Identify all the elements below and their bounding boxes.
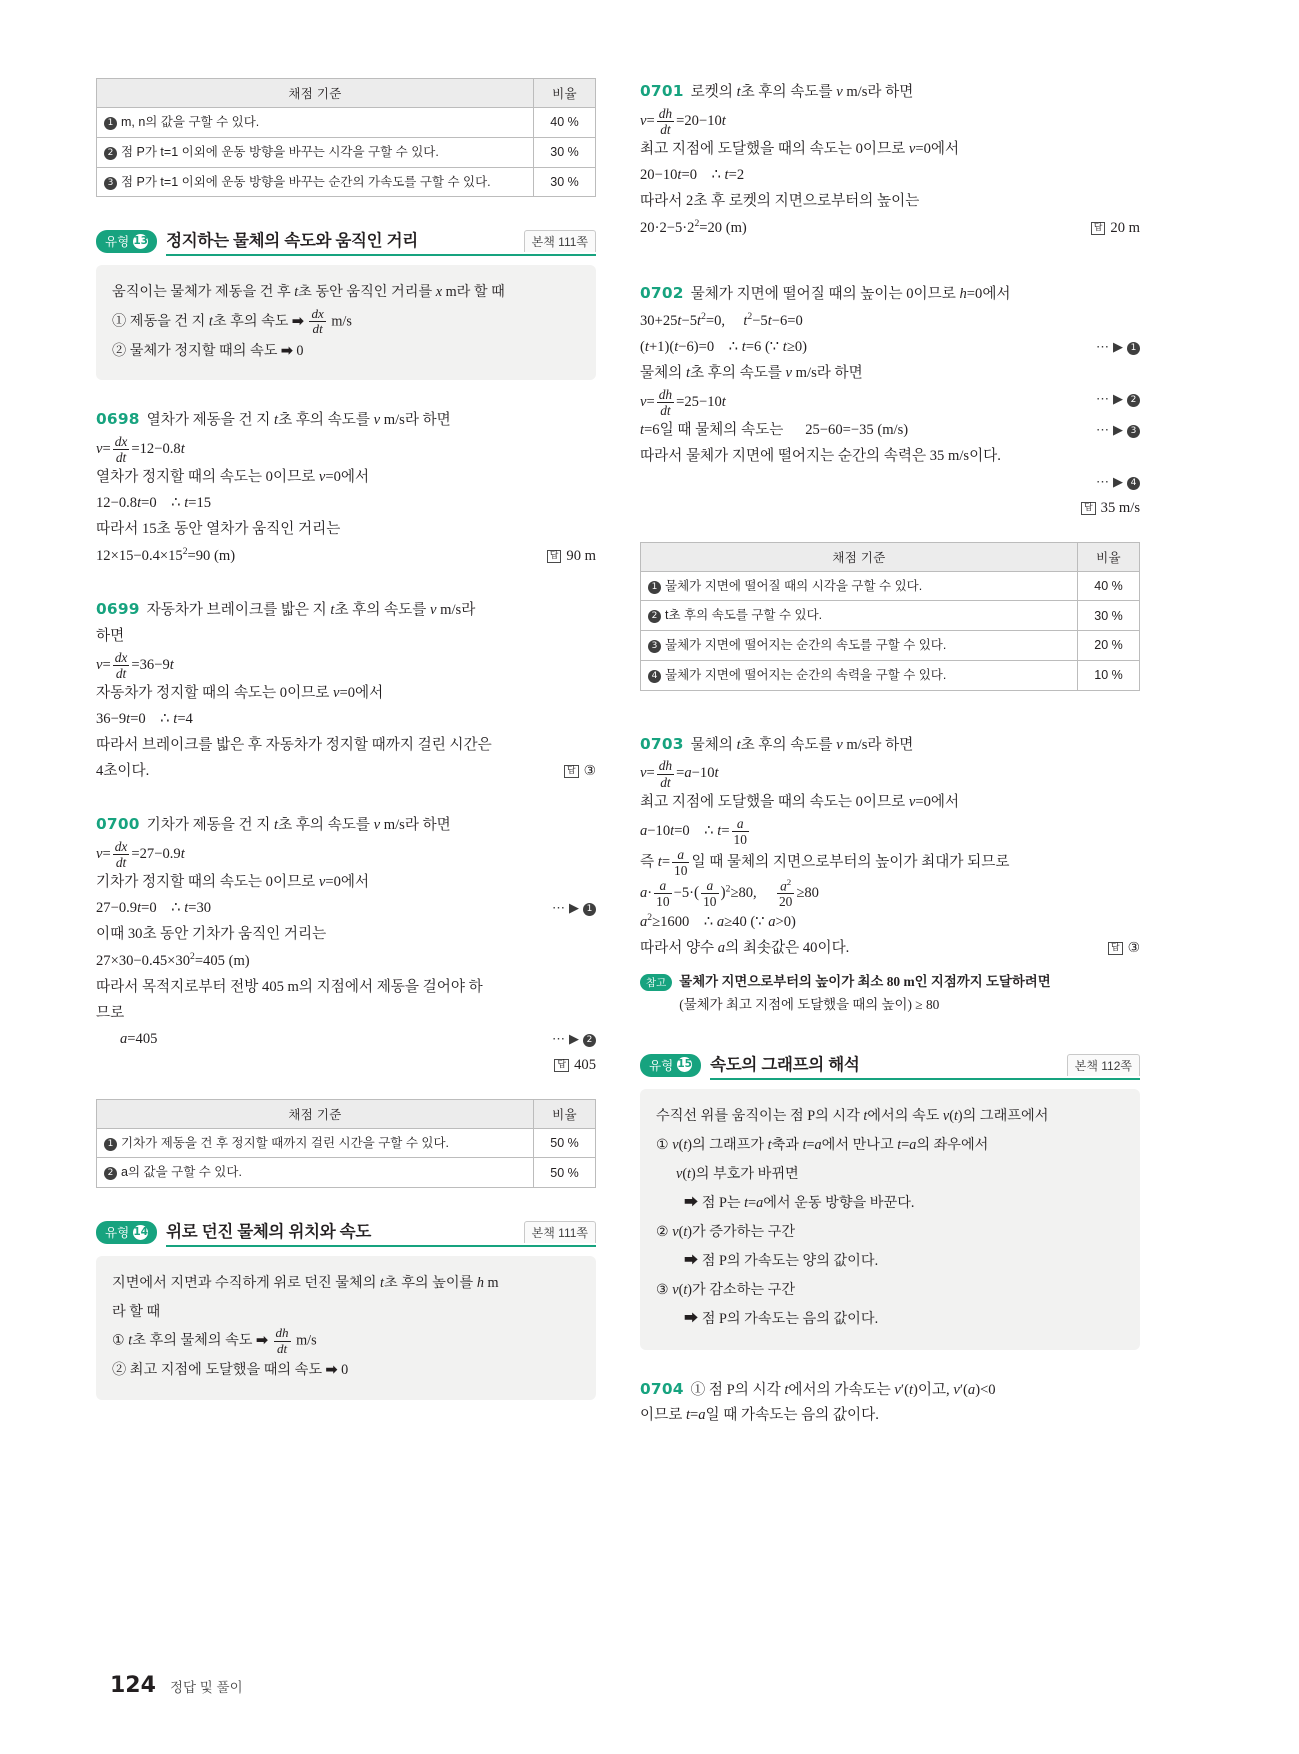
answer-box-icon: 답 bbox=[1108, 942, 1123, 955]
answer-value: 답 ③ bbox=[1108, 936, 1140, 962]
rubric-ratio: 30 % bbox=[1078, 601, 1140, 631]
solution-0701 bbox=[640, 78, 1140, 242]
note-line-1: 물체가 지면으로부터의 높이가 최소 80 m인 지점까지 도달하려면 bbox=[679, 974, 1051, 990]
solution-math-line: ⋯ ▶ 2 a=405 bbox=[96, 1027, 596, 1053]
step-number-icon: 2 bbox=[104, 147, 117, 160]
step-marker-2: ⋯ ▶ 2 bbox=[1096, 387, 1140, 410]
rubric-criterion: 1 m, n의 값을 구할 수 있다. bbox=[97, 108, 534, 138]
concept-item-1c: ➡ 점 P는 t=a에서 운동 방향을 바꾼다. bbox=[684, 1194, 915, 1211]
solution-math-line: ⋯ ▶ 1 27−0.9t=0 ∴ t=30 bbox=[96, 896, 596, 922]
rubric-criterion: 1 물체가 지면에 떨어질 때의 시각을 구할 수 있다. bbox=[641, 571, 1078, 601]
solution-number-line: 0704 ① 점 P의 시각 t에서의 가속도는 v′(t)이고, v′(a)<0 bbox=[640, 1379, 996, 1398]
solution-math-line: $27\times 30-0.45\times 30^2=405$ (m) bbox=[96, 950, 250, 969]
concept-box-14 bbox=[96, 1256, 596, 1399]
solution-math-line: v= $\frac{dx}{dt}$ =36−9t bbox=[96, 650, 174, 682]
problem-number: 0701 bbox=[640, 82, 684, 100]
solution-text-line: 따라서 브레이크를 밟은 후 자동차가 정지할 때까지 걸린 시간은 bbox=[96, 737, 492, 754]
solution-text-line: 이므로 t=a일 때 가속도는 음의 값이다. bbox=[640, 1407, 879, 1424]
solution-text-line: 4초이다. 답 ③ bbox=[96, 759, 596, 785]
rubric-ratio: 20 % bbox=[1078, 631, 1140, 661]
answer-box-icon: 답 bbox=[1081, 502, 1096, 515]
concept-item-3b: ➡ 점 P의 가속도는 음의 값이다. bbox=[684, 1311, 879, 1328]
answer-value: 답 ③ bbox=[564, 759, 596, 785]
solution-math-line: v= $\frac{dh}{dt}$ =20−10t bbox=[640, 105, 726, 138]
solution-number-line: 0698 열차가 제동을 건 지 t초 후의 속도를 v m/s라 하면 bbox=[96, 410, 451, 429]
type-badge-number: 13 bbox=[133, 234, 148, 247]
rubric-criterion: 2 점 P가 t=1 이외에 운동 방향을 바꾸는 시각을 구할 수 있다. bbox=[97, 137, 534, 167]
page-reference: 본책 111쪽 bbox=[524, 1221, 596, 1243]
solution-text-line: 열차가 정지할 때의 속도는 0이므로 v=0에서 bbox=[96, 469, 370, 486]
type-badge bbox=[640, 1054, 701, 1077]
rubric-table-top bbox=[96, 78, 596, 197]
step-number-icon: 2 bbox=[648, 610, 661, 623]
step-number-icon: 1 bbox=[648, 581, 661, 594]
table-row bbox=[641, 631, 1140, 661]
concept-item-2b: ➡ 점 P의 가속도는 양의 값이다. bbox=[684, 1253, 879, 1270]
rubric-header-criteria: 채점 기준 bbox=[641, 542, 1078, 571]
rubric-criterion: 2 t초 후의 속도를 구할 수 있다. bbox=[641, 601, 1078, 631]
solution-math-line: v= $\frac{dx}{dt}$ =12−0.8t bbox=[96, 434, 185, 466]
solution-math-line: 20−10t=0 ∴ t=2 bbox=[640, 167, 745, 184]
rubric-ratio: 50 % bbox=[534, 1128, 596, 1158]
step-number-icon: 1 bbox=[583, 903, 596, 916]
solution-text-line: 최고 지점에 도달했을 때의 속도는 0이므로 v=0에서 bbox=[640, 793, 960, 810]
section-heading-type-15 bbox=[640, 1051, 1140, 1080]
solution-math-line: ⋯ ▶ 2 v= $\frac{dh}{dt}$ =25−10t bbox=[640, 387, 1140, 418]
solution-text-line: 따라서 2초 후 로켓의 지면으로부터의 높이는 bbox=[640, 193, 920, 209]
note-line-2: (물체가 최고 지점에 도달했을 때의 높이) ≥ 80 bbox=[679, 996, 940, 1012]
solution-text-line: 이때 30초 동안 기차가 움직인 거리는 bbox=[96, 926, 327, 943]
solution-math-line: v= $\frac{dx}{dt}$ =27−0.9t bbox=[96, 838, 185, 871]
rubric-criterion: 2 a의 값을 구할 수 있다. bbox=[97, 1158, 534, 1188]
concept-item-1b: v(t)의 부호가 바뀌면 bbox=[676, 1165, 799, 1182]
answer-value: 답 20 m bbox=[1091, 216, 1140, 242]
table-row bbox=[97, 108, 596, 138]
rubric-criterion: 4 물체가 지면에 떨어지는 순간의 속력을 구할 수 있다. bbox=[641, 660, 1078, 690]
step-number-icon: 3 bbox=[648, 640, 661, 653]
table-row bbox=[641, 660, 1140, 690]
solution-math-line: 36−9t=0 ∴ t=4 bbox=[96, 711, 193, 728]
concept-item-1: ① 제동을 건 지 t초 후의 속도 ➡ $\frac{dx}{dt}$ m/s bbox=[112, 305, 352, 337]
concept-box-13 bbox=[96, 265, 596, 380]
concept-lead: 수직선 위를 움직이는 점 P의 시각 t에서의 속도 v(t)의 그래프에서 bbox=[656, 1107, 1049, 1124]
solution-number-line: 0699 자동차가 브레이크를 밟은 지 t초 후의 속도를 v m/s라 bbox=[96, 600, 476, 619]
solution-0698 bbox=[96, 406, 596, 570]
solution-number-line: 0702 물체가 지면에 떨어질 때의 높이는 0이므로 h=0에서 bbox=[640, 283, 1011, 302]
step-number-icon: 2 bbox=[583, 1034, 596, 1047]
left-column bbox=[96, 78, 596, 1618]
section-heading-type-13 bbox=[96, 227, 596, 256]
concept-item-2: ② v(t)가 증가하는 구간 bbox=[656, 1224, 796, 1241]
answer-box-icon: 답 bbox=[547, 550, 562, 563]
footer-label: 정답 및 풀이 bbox=[169, 1680, 243, 1695]
section-title: 위로 던진 물체의 위치와 속도 bbox=[166, 1223, 371, 1242]
table-row bbox=[97, 167, 596, 197]
solution-math-line bbox=[640, 470, 1140, 496]
step-marker-1: ⋯ ▶ 1 bbox=[1096, 335, 1140, 358]
solution-number-line: 0701 로켓의 t초 후의 속도를 v m/s라 하면 bbox=[640, 82, 914, 100]
answer-value: 답 90 m bbox=[547, 544, 596, 570]
problem-number: 0702 bbox=[640, 283, 684, 302]
solution-text-line: 따라서 양수 a의 최솟값은 40이다. 답 ③ bbox=[640, 936, 1140, 962]
solution-math-line: v= $\frac{dh}{dt}$ =a−10t bbox=[640, 758, 719, 790]
solution-text-line: 따라서 15초 동안 열차가 움직인 거리는 bbox=[96, 521, 341, 538]
rubric-header-ratio: 비율 bbox=[1078, 542, 1140, 571]
rubric-criterion: 3 물체가 지면에 떨어지는 순간의 속도를 구할 수 있다. bbox=[641, 631, 1078, 661]
step-marker-4: ⋯ ▶ 4 bbox=[1096, 470, 1140, 493]
section-heading-type-14 bbox=[96, 1218, 596, 1247]
step-number-icon: 1 bbox=[104, 117, 117, 130]
type-badge-label: 유형 bbox=[105, 1226, 130, 1241]
solution-text-line: 따라서 물체가 지면에 떨어지는 순간의 속력은 35 m/s이다. bbox=[640, 447, 1001, 464]
page-reference: 본책 111쪽 bbox=[524, 230, 596, 252]
solution-text-line: 즉 t= $\frac{a}{10}$ 일 때 물체의 지면으로부터의 높이가 최대가 되므로 bbox=[640, 846, 1010, 878]
rubric-header-ratio: 비율 bbox=[534, 79, 596, 108]
step-marker-2: ⋯ ▶ 2 bbox=[552, 1027, 596, 1050]
type-badge-number: 14 bbox=[133, 1225, 148, 1238]
solution-math-line: $a^2\ge 1600$ ∴ a≥40 (∵ a>0) bbox=[640, 912, 796, 931]
type-badge-label: 유형 bbox=[649, 1058, 674, 1073]
solution-text-line: 최고 지점에 도달했을 때의 속도는 0이므로 v=0에서 bbox=[640, 141, 960, 158]
concept-item-1: ① t초 후의 물체의 속도 ➡ $\frac{dh}{dt}$ m/s bbox=[112, 1325, 317, 1356]
rubric-criterion: 1 기차가 제동을 건 후 정지할 때까지 걸린 시간을 구할 수 있다. bbox=[97, 1128, 534, 1158]
solution-0702 bbox=[640, 280, 1140, 522]
section-title: 속도의 그래프의 해석 bbox=[710, 1055, 860, 1074]
concept-item-3: ③ v(t)가 감소하는 구간 bbox=[656, 1282, 796, 1299]
table-row bbox=[97, 137, 596, 167]
note-badge: 참고 bbox=[640, 974, 672, 991]
answer-value: 답 405 bbox=[96, 1053, 596, 1079]
answer-box-icon: 답 bbox=[1091, 222, 1106, 235]
rubric-ratio: 30 % bbox=[534, 137, 596, 167]
problem-number: 0698 bbox=[96, 410, 140, 429]
step-number-icon: 1 bbox=[1127, 342, 1140, 355]
concept-item-1: ① v(t)의 그래프가 t축과 t=a에서 만나고 t=a의 좌우에서 bbox=[656, 1136, 989, 1153]
answer-box-icon: 답 bbox=[554, 1059, 569, 1072]
page-footer bbox=[110, 1673, 243, 1698]
solution-0700 bbox=[96, 811, 596, 1079]
section-title: 정지하는 물체의 속도와 움직인 거리 bbox=[166, 232, 418, 251]
rubric-ratio: 30 % bbox=[534, 167, 596, 197]
solution-number-line: 0703 물체의 t초 후의 속도를 v m/s라 하면 bbox=[640, 734, 914, 753]
concept-item-2: ② 물체가 정지할 때의 속도 ➡ 0 bbox=[112, 342, 304, 359]
concept-lead-2: 라 할 때 bbox=[112, 1303, 161, 1320]
problem-number: 0700 bbox=[96, 815, 140, 834]
concept-box-15 bbox=[640, 1089, 1140, 1350]
rubric-header-ratio: 비율 bbox=[534, 1099, 596, 1128]
solution-text-line: 따라서 목적지로부터 전방 405 m의 지점에서 제동을 걸어야 하 bbox=[96, 978, 483, 995]
concept-lead: 움직이는 물체가 제동을 건 후 t초 동안 움직인 거리를 x m라 할 때 bbox=[112, 284, 505, 301]
rubric-ratio: 40 % bbox=[534, 108, 596, 138]
table-row bbox=[97, 1158, 596, 1188]
solution-math-line: $12\times 15-0.4\times 15^2=90$ (m) 답 90 m bbox=[96, 543, 596, 570]
rubric-header-criteria: 채점 기준 bbox=[97, 79, 534, 108]
step-number-icon: 4 bbox=[648, 670, 661, 683]
type-badge-label: 유형 bbox=[105, 235, 130, 250]
table-row bbox=[97, 1128, 596, 1158]
page-number: 124 bbox=[110, 1673, 156, 1698]
step-number-icon: 4 bbox=[1127, 477, 1140, 490]
solution-text-line: 물체의 t초 후의 속도를 v m/s라 하면 bbox=[640, 364, 863, 381]
step-number-icon: 3 bbox=[104, 177, 117, 190]
rubric-ratio: 40 % bbox=[1078, 571, 1140, 601]
concept-lead: 지면에서 지면과 수직하게 위로 던진 물체의 t초 후의 높이를 h m bbox=[112, 1275, 499, 1292]
solution-text-line: 하면 bbox=[96, 628, 125, 645]
answer-value: 답 35 m/s bbox=[640, 496, 1140, 522]
solution-math-line: $30+25t-5t^2=0$, $t^2-5t-6=0$ bbox=[640, 310, 803, 329]
rubric-criterion: 3 점 P가 t=1 이외에 운동 방향을 바꾸는 순간의 가속도를 구할 수 있다. bbox=[97, 167, 534, 197]
solution-math-line: a· $\frac{a}{10}$ −5·( $\frac{a}{10}$ )$^2$≥80, $\frac{a^2}{20}$ ≥80 bbox=[640, 876, 819, 910]
answer-box-icon: 답 bbox=[564, 765, 579, 778]
solution-0704 bbox=[640, 1376, 1140, 1430]
page-reference: 본책 112쪽 bbox=[1067, 1054, 1140, 1076]
note-body bbox=[679, 971, 1050, 1017]
step-marker-1: ⋯ ▶ 1 bbox=[552, 896, 596, 919]
solution-text-line: 므로 bbox=[96, 1004, 125, 1021]
solution-math-line: $20\cdot 2-5\cdot 2^2=20$ (m) 답 20 m bbox=[640, 215, 1140, 242]
rubric-table-0702 bbox=[640, 542, 1140, 691]
solution-0703 bbox=[640, 731, 1140, 1017]
solution-math-line: a−10t=0 ∴ t= $\frac{a}{10}$ bbox=[640, 815, 747, 847]
rubric-table-0700 bbox=[96, 1099, 596, 1189]
step-number-icon: 1 bbox=[104, 1138, 117, 1151]
step-number-icon: 2 bbox=[104, 1167, 117, 1180]
solution-math-line: ⋯ ▶ 3 t=6일 때 물체의 속도는 25−60=−35 (m/s) bbox=[640, 418, 1140, 444]
solution-text-line: 기차가 정지할 때의 속도는 0이므로 v=0에서 bbox=[96, 874, 370, 891]
concept-item-2: ② 최고 지점에 도달했을 때의 속도 ➡ 0 bbox=[112, 1362, 349, 1379]
solution-text-line: 자동차가 정지할 때의 속도는 0이므로 v=0에서 bbox=[96, 685, 384, 702]
note-0703 bbox=[640, 971, 1140, 1017]
problem-number: 0699 bbox=[96, 600, 140, 619]
step-number-icon: 2 bbox=[1127, 394, 1140, 407]
step-marker-3: ⋯ ▶ 3 bbox=[1096, 418, 1140, 441]
table-row bbox=[641, 571, 1140, 601]
solution-math-line: 12−0.8t=0 ∴ t=15 bbox=[96, 495, 212, 512]
type-badge bbox=[96, 230, 157, 253]
step-number-icon: 3 bbox=[1127, 425, 1140, 438]
solution-0699 bbox=[96, 596, 596, 785]
rubric-header-criteria: 채점 기준 bbox=[97, 1099, 534, 1128]
rubric-ratio: 10 % bbox=[1078, 660, 1140, 690]
rubric-ratio: 50 % bbox=[534, 1158, 596, 1188]
solution-math-line: ⋯ ▶ 1 (t+1)(t−6)=0 ∴ t=6 (∵ t≥0) bbox=[640, 335, 1140, 361]
right-column bbox=[640, 78, 1140, 1618]
solution-number-line: 0700 기차가 제동을 건 지 t초 후의 속도를 v m/s라 하면 bbox=[96, 815, 451, 834]
type-badge-number: 15 bbox=[677, 1058, 692, 1071]
type-badge bbox=[96, 1221, 157, 1244]
table-row bbox=[641, 601, 1140, 631]
problem-number: 0704 bbox=[640, 1379, 684, 1398]
problem-number: 0703 bbox=[640, 734, 684, 753]
